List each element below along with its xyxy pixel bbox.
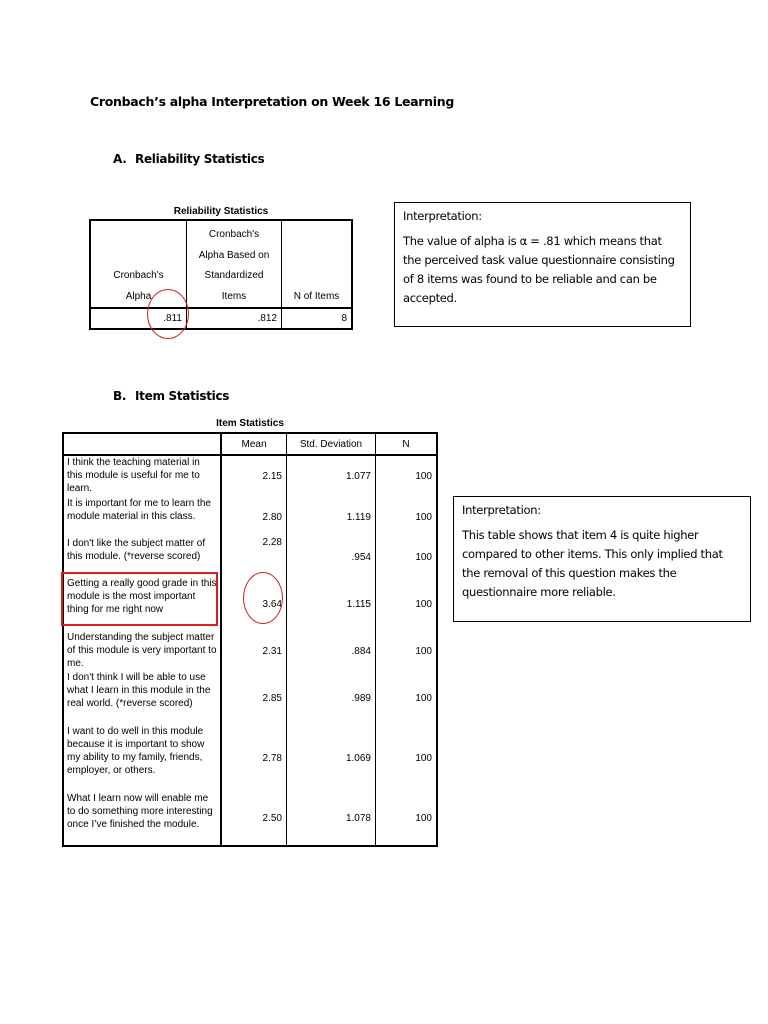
- item-n: 100: [376, 671, 438, 725]
- item-mean: 2.78: [221, 725, 287, 792]
- item-n: 100: [376, 792, 438, 846]
- header-n: N: [376, 433, 438, 455]
- item-statistics-table: [62, 432, 438, 847]
- table-row: [63, 725, 437, 792]
- table-row: [63, 631, 437, 671]
- item-label: I think the teaching material in this module is useful for me to learn.: [63, 455, 221, 497]
- header-line: Alpha Based on: [198, 249, 270, 261]
- item-sd: 1.069: [287, 725, 376, 792]
- header-item-blank: [63, 433, 221, 455]
- section-b-label: Item Statistics: [135, 389, 230, 403]
- item-sd: 1.077: [287, 455, 376, 497]
- table-row: [63, 497, 437, 537]
- item-n: 100: [376, 537, 438, 577]
- alpha-highlight-circle: [147, 289, 189, 339]
- interpretation-box-a: [394, 202, 691, 327]
- value-alpha-standardized: .812: [187, 308, 282, 329]
- header-line: Cronbach's: [113, 270, 164, 281]
- value-n-items: 8: [282, 308, 353, 329]
- reliability-table: [89, 219, 353, 330]
- section-a-heading: [113, 152, 264, 166]
- interpretation-b-heading: Interpretation:: [462, 503, 541, 517]
- reliability-header-row: [90, 220, 352, 308]
- item-sd: 1.115: [287, 577, 376, 631]
- interpretation-box-b: [453, 496, 751, 622]
- header-line: N of Items: [293, 290, 340, 302]
- item-label: I want to do well in this module because it is important to show my ability to my family, friends, employer, or others.: [63, 725, 221, 792]
- header-std-deviation: Std. Deviation: [287, 433, 376, 455]
- item-table-caption: Item Statistics: [216, 418, 284, 429]
- item-mean: 3.64: [221, 577, 287, 631]
- section-b-letter: B.: [113, 389, 127, 403]
- header-line: Cronbach's: [208, 229, 260, 240]
- interpretation-a-text: The value of alpha is α = .81 which means that the perceived task value questionnaire consisting of 8 items was found to be reliable and can be accepted.: [403, 234, 675, 305]
- item-n: 100: [376, 455, 438, 497]
- item-n: 100: [376, 631, 438, 671]
- item-sd: 1.078: [287, 792, 376, 846]
- item-mean: 2.31: [221, 631, 287, 671]
- item-n: 100: [376, 725, 438, 792]
- header-line: Items: [221, 290, 247, 302]
- header-alpha-standardized: [187, 220, 282, 308]
- interpretation-b-text: This table shows that item 4 is quite higher compared to other items. This only implied that the removal of this question makes the questionnaire more reliable.: [462, 528, 723, 599]
- item-mean: 2.15: [221, 455, 287, 497]
- item-label: It is important for me to learn the module material in this class.: [63, 497, 221, 537]
- item-mean: 2.85: [221, 671, 287, 725]
- header-line: Standardized: [204, 270, 264, 281]
- value-cronbach-alpha: .811: [90, 308, 187, 329]
- item-n: 100: [376, 497, 438, 537]
- table-row: [63, 455, 437, 497]
- item-sd: .989: [287, 671, 376, 725]
- item-sd: .954: [287, 537, 376, 577]
- item-mean: 2.28: [221, 537, 287, 577]
- interpretation-a-heading: Interpretation:: [403, 209, 482, 223]
- item-label: I don't think I will be able to use what I learn in this module in the real world. (*reverse scored): [63, 671, 221, 725]
- item-sd: .884: [287, 631, 376, 671]
- reliability-values-row: [90, 308, 352, 329]
- header-mean: Mean: [221, 433, 287, 455]
- table-row: [63, 537, 437, 577]
- item4-highlight-rectangle: [61, 572, 218, 626]
- table-row: [63, 671, 437, 725]
- section-a-label: Reliability Statistics: [135, 152, 265, 166]
- item-label: What I learn now will enable me to do something more interesting once I’ve finished the module.: [63, 792, 221, 846]
- item-mean: 2.50: [221, 792, 287, 846]
- item-label: I don't like the subject matter of this module. (*reverse scored): [63, 537, 221, 577]
- table-row: [63, 792, 437, 846]
- header-line: Alpha: [125, 290, 152, 302]
- item-mean: 2.80: [221, 497, 287, 537]
- item-header-row: [63, 433, 437, 455]
- document-title: Cronbach’s alpha Interpretation on Week 16 Learning: [90, 94, 454, 109]
- section-a-letter: A.: [113, 152, 127, 166]
- header-n-items: [282, 220, 353, 308]
- item-sd: 1.119: [287, 497, 376, 537]
- section-b-heading: [113, 389, 229, 403]
- item-n: 100: [376, 577, 438, 631]
- item-label: Understanding the subject matter of this module is very important to me.: [63, 631, 221, 671]
- reliability-table-caption: Reliability Statistics: [173, 206, 269, 217]
- item-label: Getting a really good grade in this module is the most important thing for me right now: [63, 577, 221, 631]
- mean-highlight-circle: [243, 572, 283, 624]
